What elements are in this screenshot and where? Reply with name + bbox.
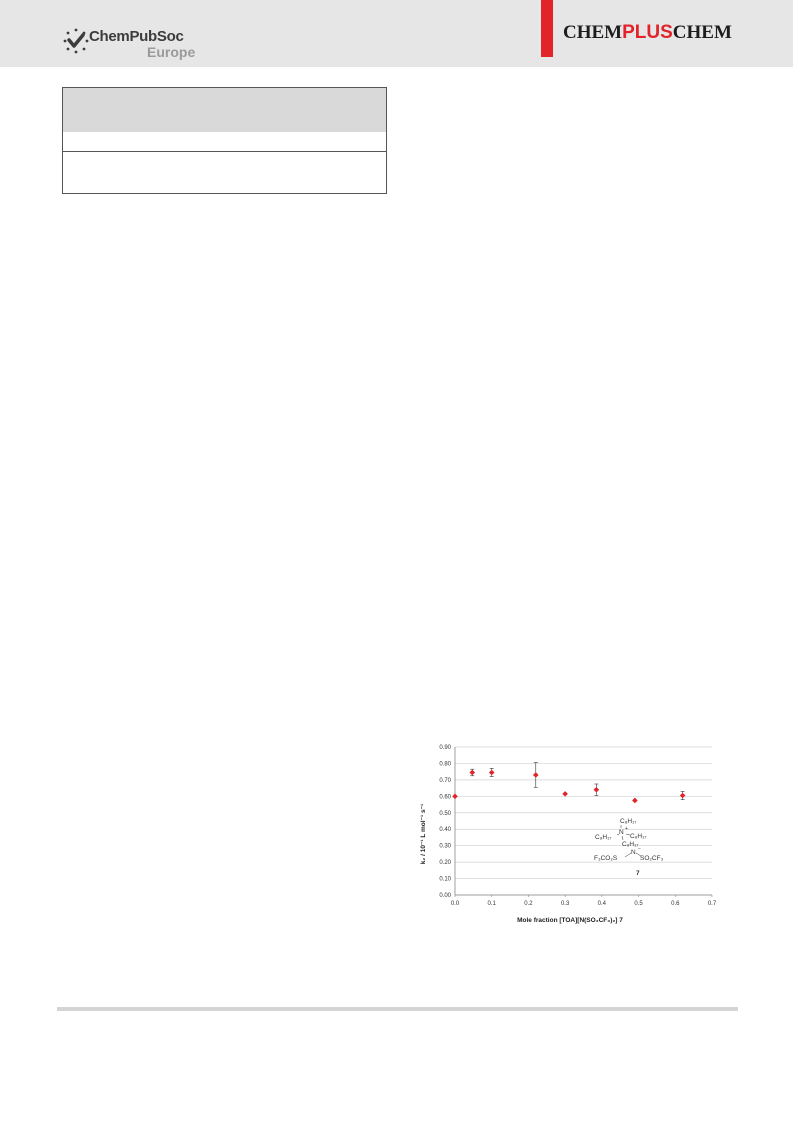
chemical-structure-7 <box>594 818 664 877</box>
x-tick-label: 0.5 <box>634 901 643 907</box>
y-tick-label: 0.00 <box>439 893 451 899</box>
y-tick-label: 0.20 <box>439 860 451 867</box>
data-point-marker <box>489 770 495 776</box>
footer-divider <box>57 1007 738 1011</box>
x-tick-label: 0.6 <box>671 901 680 907</box>
data-point-marker <box>680 793 686 799</box>
journal-title-part1: CHEM <box>563 22 623 43</box>
y-tick-label: 0.40 <box>439 827 451 834</box>
table-frame <box>62 87 387 194</box>
chart-axes <box>455 747 712 897</box>
page-header <box>0 0 793 67</box>
x-tick-label: 0.2 <box>524 901 533 907</box>
y-tick-label: 0.30 <box>439 843 451 850</box>
chart-gridlines <box>455 747 712 895</box>
structure-top-chain: C₈H₁₇ <box>620 818 637 825</box>
structure-cation-left: C₈H₁₇ <box>595 834 612 841</box>
structure-cation-plus: + <box>625 826 628 832</box>
data-point-marker <box>469 770 475 776</box>
y-tick-label: 0.70 <box>439 777 451 784</box>
y-tick-label: 0.60 <box>439 794 451 801</box>
publisher-logo <box>63 24 203 64</box>
y-tick-label: 0.90 <box>439 745 451 751</box>
publisher-name: ChemPubSoc <box>89 28 184 45</box>
x-axis-label: Mole fraction [TOA][N(SO₂CF₃)₂] 7 <box>517 917 623 924</box>
data-point-marker <box>562 791 568 797</box>
x-tick-label: 0.3 <box>560 901 570 907</box>
data-point-marker <box>452 794 458 800</box>
data-point-marker <box>632 798 638 804</box>
journal-title-accent: PLUS <box>622 22 673 43</box>
x-tick-label: 0.1 <box>487 901 496 907</box>
rate-constant-chart <box>420 742 720 932</box>
publisher-region: Europe <box>147 44 196 60</box>
structure-bottom-chain: C₈H₁₇ <box>622 841 639 848</box>
structure-anion-left: F₃CO₂S <box>594 855 618 862</box>
table-header-row <box>63 88 386 132</box>
y-tick-label: 0.50 <box>439 810 451 817</box>
y-axis-label: k₂ / 10⁻¹ L mol⁻¹ s⁻¹ <box>420 803 427 865</box>
x-tick-label: 0.0 <box>450 901 460 907</box>
structure-anion-right: SO₂CF₃ <box>640 855 664 862</box>
structure-anion-n: N <box>631 849 636 856</box>
y-tick-label: 0.80 <box>439 761 451 768</box>
structure-cation-right: C₈H₁₇ <box>630 833 647 840</box>
y-tick-labels <box>439 745 451 899</box>
x-tick-label: 0.4 <box>597 901 607 907</box>
structure-anion-minus: − <box>638 846 641 852</box>
data-point-marker <box>594 787 600 793</box>
data-point-marker <box>533 772 539 778</box>
data-points <box>452 763 685 804</box>
journal-title <box>563 22 732 44</box>
structure-label: 7 <box>636 870 640 877</box>
journal-accent-bar <box>541 0 553 57</box>
chempubsoc-star-icon <box>63 28 89 54</box>
journal-title-part2: CHEM <box>672 22 732 43</box>
x-tick-labels <box>451 901 717 907</box>
table-row-divider <box>63 151 386 152</box>
y-tick-label: 0.10 <box>439 876 451 883</box>
x-tick-label: 0.7 <box>707 901 717 907</box>
structure-cation-n: N <box>619 829 624 836</box>
